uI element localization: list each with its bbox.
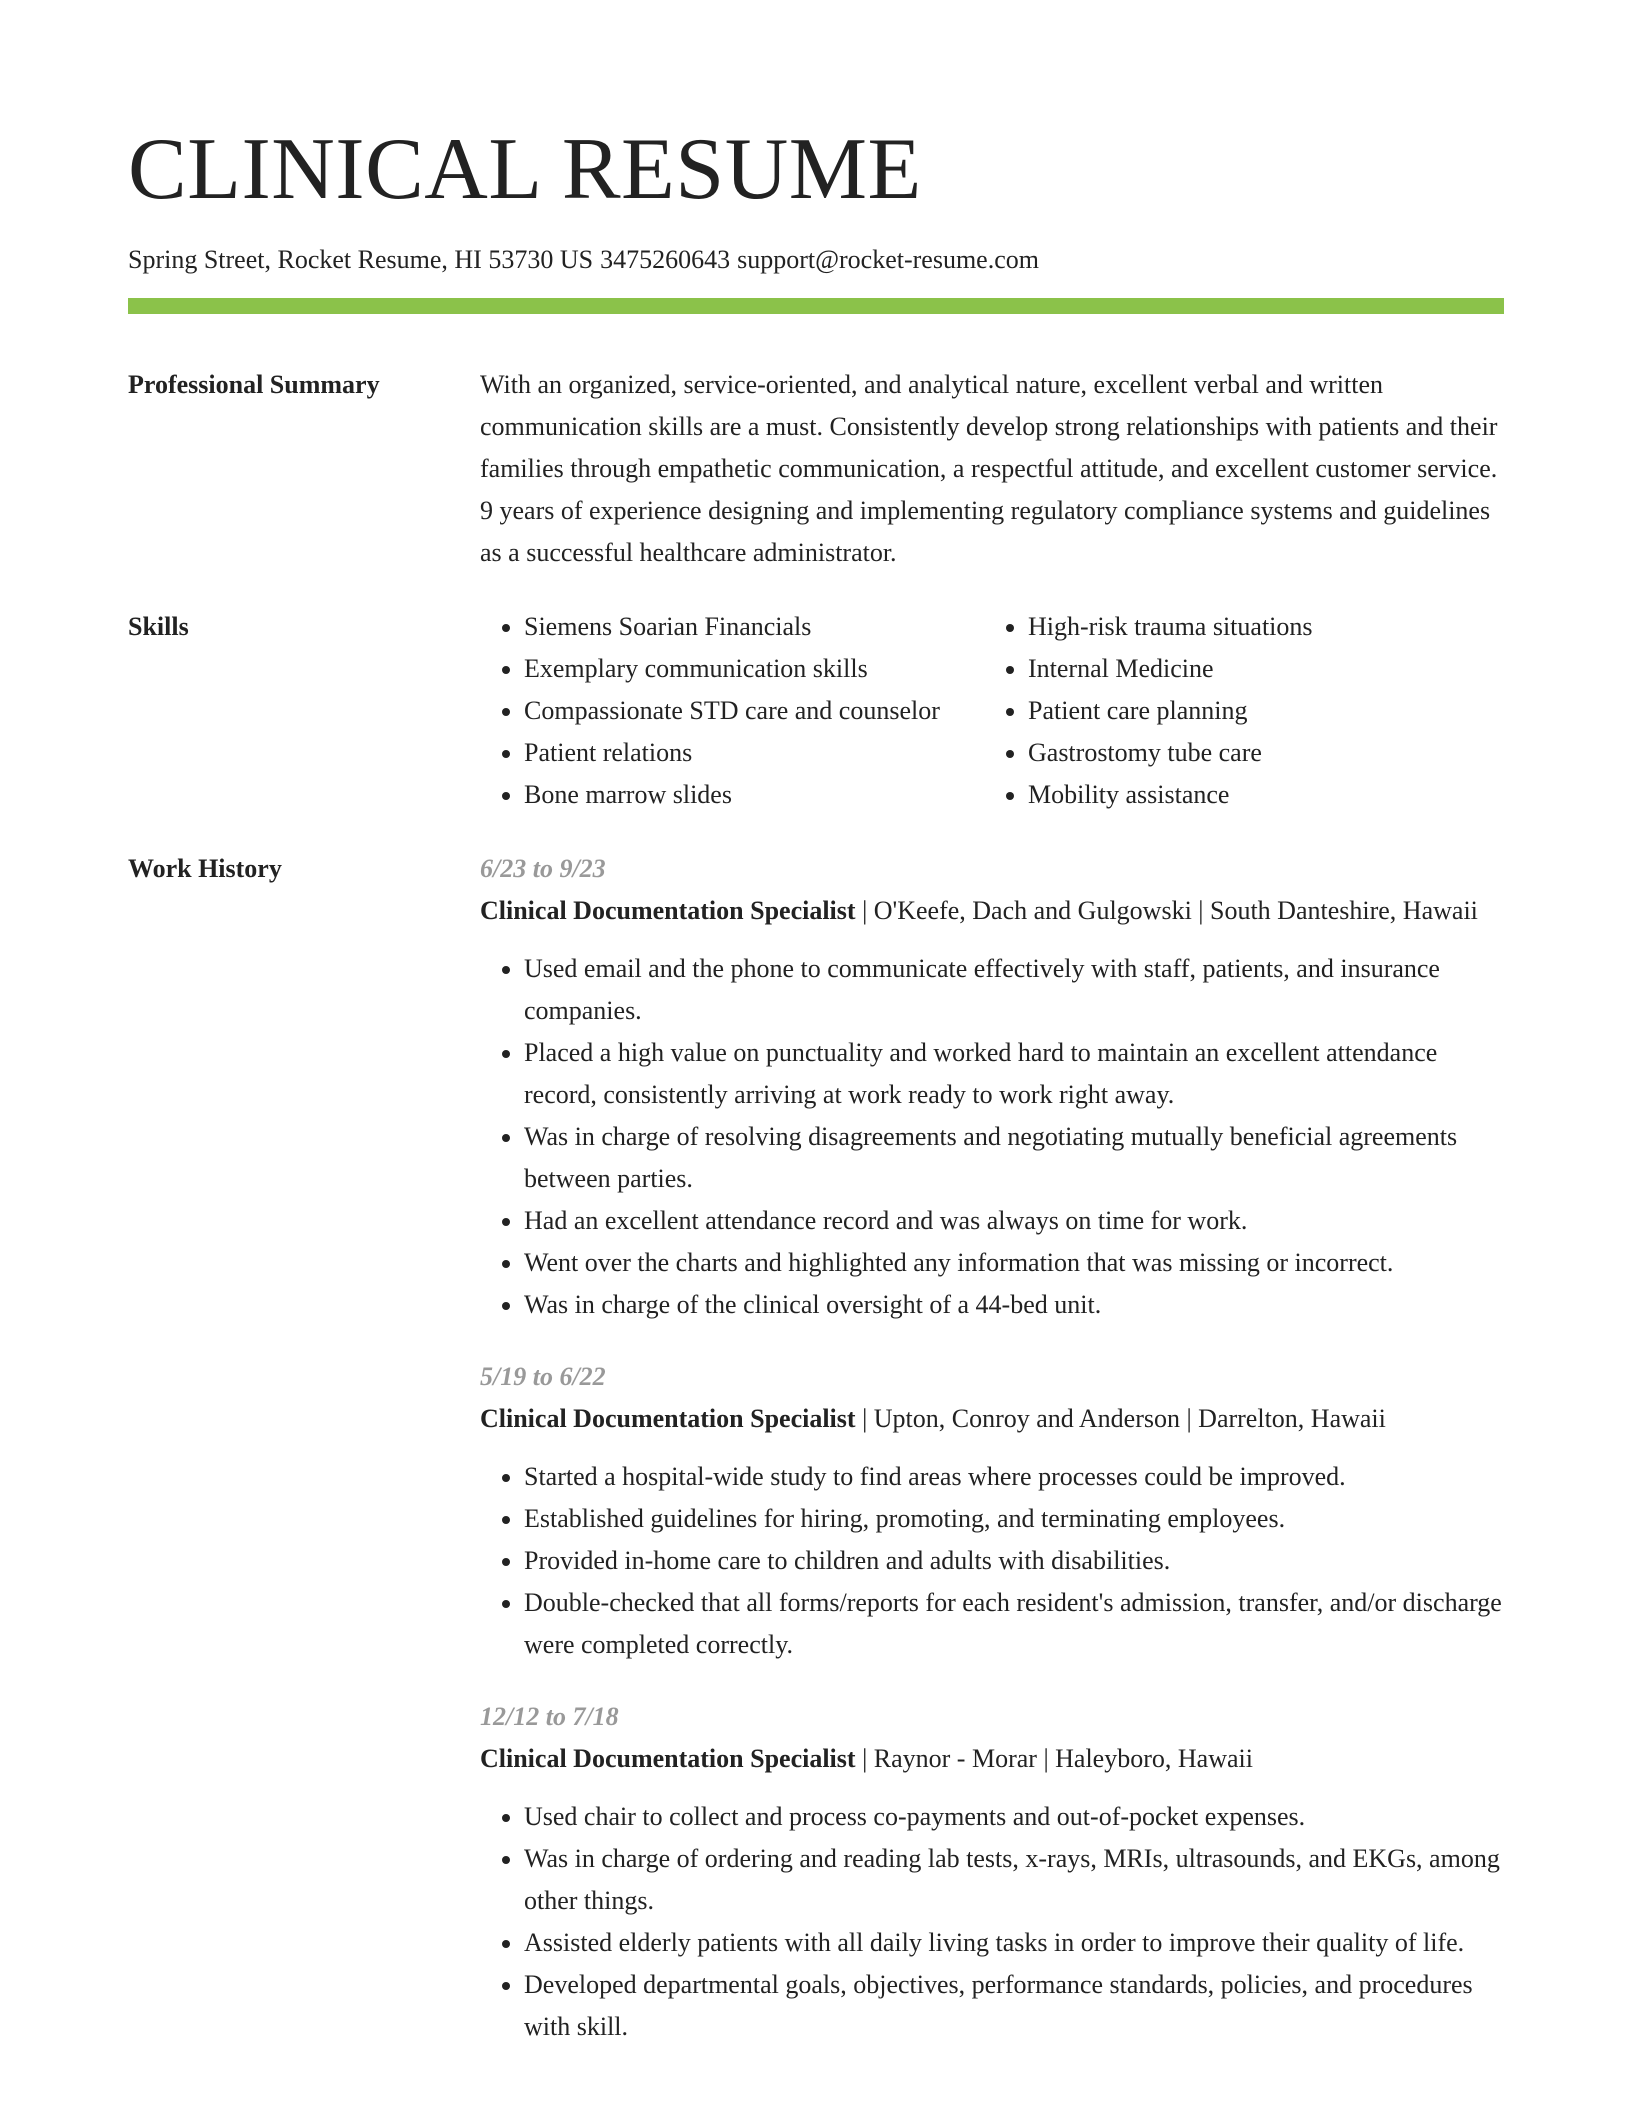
header-divider xyxy=(128,298,1504,314)
job-bullet: • Started a hospital-wide study to find areas where processes could be improved. xyxy=(524,1456,1504,1498)
skills-columns xyxy=(480,606,1504,816)
job-details: | O'Keefe, Dach and Gulgowski | South Danteshire, Hawaii xyxy=(855,896,1478,925)
job-dates: 5/19 to 6/22 xyxy=(480,1362,606,1391)
job-bullet: • Double-checked that all forms/reports for each resident's admission, transfer, and/or discharge were completed correctly. xyxy=(524,1582,1504,1666)
job-bullet: • Used chair to collect and process co-payments and out-of-pocket expenses. xyxy=(524,1796,1504,1838)
job-bullet: • Established guidelines for hiring, promoting, and terminating employees. xyxy=(524,1498,1504,1540)
skills-list-left xyxy=(480,606,984,816)
job-bullet: • Placed a high value on punctuality and worked hard to maintain an excellent attendance record, consistently arriving at work ready to work right away. xyxy=(524,1032,1504,1116)
professional-summary-section xyxy=(128,364,1504,574)
job-entry xyxy=(480,848,1504,1326)
job-bullets xyxy=(480,1796,1504,2048)
job-title: Clinical Documentation Specialist xyxy=(480,896,856,925)
job-bullet: • Went over the charts and highlighted any information that was missing or incorrect. xyxy=(524,1242,1504,1284)
skill-item: • Siemens Soarian Financials xyxy=(524,606,984,648)
job-details: | Upton, Conroy and Anderson | Darrelton, Hawaii xyxy=(855,1404,1386,1433)
work-history-section xyxy=(128,848,1504,2078)
skill-item: • Compassionate STD care and counselor xyxy=(524,690,984,732)
job-heading xyxy=(480,1398,1504,1440)
skill-item: • Exemplary communication skills xyxy=(524,648,984,690)
contact-line xyxy=(128,244,1504,276)
skill-item: • Patient care planning xyxy=(1028,690,1488,732)
summary-text: With an organized, service-oriented, and analytical nature, excellent verbal and written communication skills are a must. Consistently develop strong relationships with patients and their families through empathetic communication, a respectful attitude, and excellent customer service. 9 years of experience designing and implementing regulatory compliance systems and guidelines as a successful healthcare administrator. xyxy=(480,370,1498,567)
job-title: Clinical Documentation Specialist xyxy=(480,1744,856,1773)
section-label-work: Work History xyxy=(128,854,282,883)
resume-title: CLINICAL RESUME xyxy=(128,121,922,218)
job-entry xyxy=(480,1356,1504,1666)
job-bullet: • Was in charge of ordering and reading lab tests, x-rays, MRIs, ultrasounds, and EKGs, among other things. xyxy=(524,1838,1504,1922)
job-details: | Raynor - Morar | Haleyboro, Hawaii xyxy=(855,1744,1253,1773)
job-bullets xyxy=(480,948,1504,1326)
skill-item: • Mobility assistance xyxy=(1028,774,1488,816)
skill-item: • High-risk trauma situations xyxy=(1028,606,1488,648)
job-bullet: • Used email and the phone to communicate effectively with staff, patients, and insurance companies. xyxy=(524,948,1504,1032)
section-label-skills: Skills xyxy=(128,612,189,641)
job-heading xyxy=(480,1738,1504,1780)
job-bullet: • Was in charge of the clinical oversight of a 44-bed unit. xyxy=(524,1284,1504,1326)
job-bullet: • Was in charge of resolving disagreements and negotiating mutually beneficial agreements between parties. xyxy=(524,1116,1504,1200)
contact-phone: 3475260643 xyxy=(600,245,731,274)
contact-email: support@rocket-resume.com xyxy=(737,245,1039,274)
job-dates: 6/23 to 9/23 xyxy=(480,854,606,883)
job-heading xyxy=(480,890,1504,932)
work-history-body xyxy=(480,848,1504,2078)
skill-item: • Gastrostomy tube care xyxy=(1028,732,1488,774)
skills-list-right xyxy=(984,606,1488,816)
job-bullet: • Developed departmental goals, objectives, performance standards, policies, and procedures with skill. xyxy=(524,1964,1504,2048)
skills-section xyxy=(128,606,1504,816)
skill-item: • Internal Medicine xyxy=(1028,648,1488,690)
resume-page xyxy=(128,0,1504,2078)
job-bullets xyxy=(480,1456,1504,1666)
job-bullet: • Assisted elderly patients with all daily living tasks in order to improve their quality of life. xyxy=(524,1922,1504,1964)
job-bullet: • Had an excellent attendance record and was always on time for work. xyxy=(524,1200,1504,1242)
job-title: Clinical Documentation Specialist xyxy=(480,1404,856,1433)
section-label-summary: Professional Summary xyxy=(128,370,380,399)
contact-address: Spring Street, Rocket Resume, HI 53730 US xyxy=(128,245,594,274)
job-bullet: • Provided in-home care to children and adults with disabilities. xyxy=(524,1540,1504,1582)
skill-item: • Bone marrow slides xyxy=(524,774,984,816)
job-entry xyxy=(480,1696,1504,2048)
job-dates: 12/12 to 7/18 xyxy=(480,1702,619,1731)
skill-item: • Patient relations xyxy=(524,732,984,774)
